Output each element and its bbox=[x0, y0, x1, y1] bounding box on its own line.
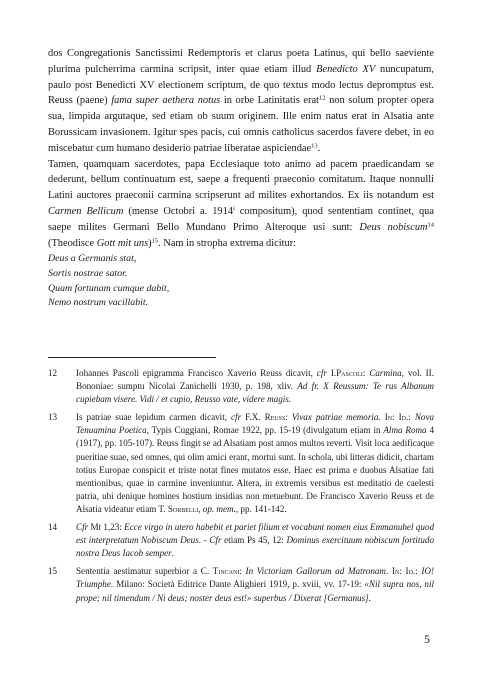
text-run: nuncupatum, paulo post Benedicti XV electionem scriptum, de quo textus modo lectus depromptus est. Reuss (paene) bbox=[48, 63, 434, 107]
italic-title: Benedicto XV bbox=[316, 63, 376, 75]
footnote-13 bbox=[48, 411, 434, 516]
text-run: compositum), quod sententiam continet, qua saepe milites Germani Bello Mundano Primo Alteroque usi sunt: bbox=[48, 205, 434, 233]
footnote-text: Sententia aestimatur superbior a C. Tincani: In Victoriam Gallorum ad Matronam. In: Id.: IO! Triumphe. Milano: Società Editrice Dante Alighieri 1919, p. xviii, vv. 17-19: «Nil supra nos, nil prope; nil timendum / Ni deus; noster deus est!» superbus / Dixerat [Germanus]. bbox=[76, 566, 435, 603]
text-run: . Nam in stropha extrema dicitur: bbox=[158, 237, 297, 249]
italic-phrase: fama super aethera notus bbox=[111, 95, 221, 107]
footnote-number: 13 bbox=[48, 412, 58, 423]
footnote-12 bbox=[48, 367, 434, 406]
text-run: in orbe Latinitatis erat bbox=[220, 95, 319, 107]
main-text bbox=[48, 46, 434, 311]
footnote-ref-12[interactable]: 12 bbox=[318, 94, 326, 102]
text-run: non solum propter opera sua, limpida argutaque, sed etiam ob suum originem. Ille enim natus erat in Alsatia ante Borussicam invasionem. Igitur spes pacis, cui omnis catholicus sacerdos favere debet, in eo miscebatur cum humano desiderio patriae liberatae aspiciendae bbox=[48, 95, 435, 154]
footnote-ref-15[interactable]: 15 bbox=[151, 237, 159, 245]
text-run: . bbox=[317, 142, 321, 154]
footnote-text: Is patriae suae lepidum carmen dicavit, cfr F.X. Reuss: Vivax patriae memoria. In: Id.: Nova Tenuamina Poetica, Typis Cuggiani, Romae 1922, pp. 15-19 (divulgatum etiam in Alma Roma 4 (1917), pp. 105-107). Reuss fingit se ad Alsatiam post annos multos reverti. Visit loca aedificaque pueritiae suae, sed omnes, qui olim amici erant, mortui sunt. In schola, ubi litteras didicit, chartam totius Europae conspicit et triste notat fines mutatos esse. Haec est prima e duobus Alsatiae fati mentionibus, quae in carmine inveniuntur. Altera, in extremis versibus est meditatio de caelesti patria, ubi denique homines hostium insidias non metuebunt. De Francisco Xaverio Reuss et de Alsatia videatur etiam T. Sorbelli, op. mem., pp. 141-142. bbox=[76, 412, 435, 514]
footnote-text: Cfr Mt 1,23: Ecce virgo in utero habebit et pariet filium et vocabunt nomen eius Emmanuhel quod est interpretatum Nobiscum Deus. - Cfr etiam Ps 45, 12: Dominus exercituum nobiscum fortitudo nostra Deus Iacob semper. bbox=[76, 522, 434, 559]
poem-stanza bbox=[48, 252, 434, 310]
poem-line: Nemo nostrum vacillabit. bbox=[48, 297, 149, 309]
text-run: (Theodisce bbox=[48, 237, 97, 249]
footnote-ref-13[interactable]: 13 bbox=[311, 142, 318, 150]
footnote-14 bbox=[48, 521, 434, 560]
footnotes bbox=[48, 367, 434, 610]
text-run: dos Congregationis Sanctissimi Redemptoris et clarus poeta Latinus, qui bello saeviente plurima pulcherrima carmina scripsit, inter quae etiam illud bbox=[48, 48, 434, 75]
page-number: 5 bbox=[424, 632, 430, 646]
footnote-text: Iohannes Pascoli epigramma Francisco Xaverio Reuss dicavit, cfr I.Pascoli: Carmina, vol. II. Bononiae: sumptu Nicolai Zanichelli 1930, p. 198, xliv. Ad fr. X Reussum: Te rus Albanum cupiebam visere. Vidi / et cupio, Reusso vate, videre magis. bbox=[76, 368, 435, 405]
footnote-number: 14 bbox=[48, 522, 58, 533]
superscript-mark: i bbox=[233, 205, 235, 213]
paragraph-2 bbox=[48, 157, 434, 252]
text-run: ) bbox=[148, 237, 152, 249]
italic-title: Carmen Bellicum bbox=[48, 205, 124, 217]
poem-line: Sortis nostrae sator. bbox=[48, 267, 128, 279]
text-run: (mense Octobri a. 1914 bbox=[123, 205, 234, 217]
footnote-separator bbox=[48, 357, 216, 358]
poem-line: Quam fortunam cumque dabit, bbox=[48, 282, 170, 294]
text-run: Tamen, quamquam sacerdotes, papa Ecclesiaque toto animo ad pacem praedicandam se dederunt, bellum continuatum est, saepe a frequenti praeconio comitatum. Itaque nonnulli Latini auctores praeconii carmina scripserunt ad milites exhortandos. Ex iis notandum est bbox=[48, 158, 434, 202]
italic-phrase: Deus nobiscum bbox=[359, 221, 428, 233]
poem-line: Deus a Germanis stat, bbox=[48, 253, 137, 265]
footnote-number: 12 bbox=[48, 368, 58, 378]
italic-phrase: Gott mit uns bbox=[96, 237, 149, 249]
footnote-15 bbox=[48, 565, 434, 604]
paragraph-1 bbox=[48, 46, 434, 157]
footnote-number: 15 bbox=[48, 566, 58, 577]
footnote-ref-14[interactable]: 14 bbox=[427, 221, 435, 229]
